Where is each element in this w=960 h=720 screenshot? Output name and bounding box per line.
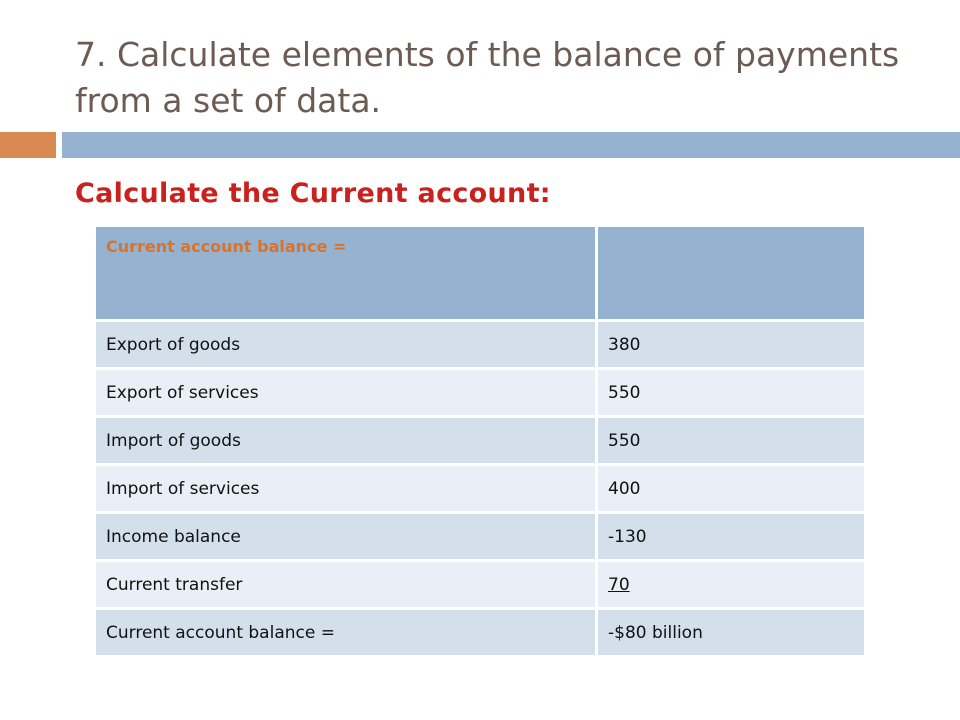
- row-value: 400: [595, 466, 864, 511]
- table-row: [96, 562, 864, 607]
- row-label: Export of services: [96, 370, 595, 415]
- table-row: [96, 466, 864, 511]
- row-value: 380: [595, 322, 864, 367]
- table-row: [96, 370, 864, 415]
- table-header-row: [96, 227, 864, 319]
- table-row: [96, 514, 864, 559]
- underlined-value: 70: [608, 574, 630, 595]
- current-account-table: [96, 224, 864, 658]
- table-row: [96, 322, 864, 367]
- header-cell-label: Current account balance =: [96, 227, 595, 319]
- row-value: 550: [595, 370, 864, 415]
- row-label: Import of goods: [96, 418, 595, 463]
- row-value: 550: [595, 418, 864, 463]
- accent-bar: [0, 132, 56, 158]
- row-label: Current account balance =: [96, 610, 595, 655]
- row-label: Export of goods: [96, 322, 595, 367]
- row-label: Income balance: [96, 514, 595, 559]
- subheading: Calculate the Current account:: [75, 178, 551, 209]
- table-row: [96, 610, 864, 655]
- row-value: -130: [595, 514, 864, 559]
- title-divider-bar: [62, 132, 960, 158]
- row-label: Current transfer: [96, 562, 595, 607]
- row-value: -$80 billion: [595, 610, 864, 655]
- table-row: [96, 418, 864, 463]
- slide-title: 7. Calculate elements of the balance of payments from a set of data.: [75, 35, 900, 120]
- row-value: [595, 562, 864, 607]
- header-cell-value: [595, 227, 864, 319]
- row-label: Import of services: [96, 466, 595, 511]
